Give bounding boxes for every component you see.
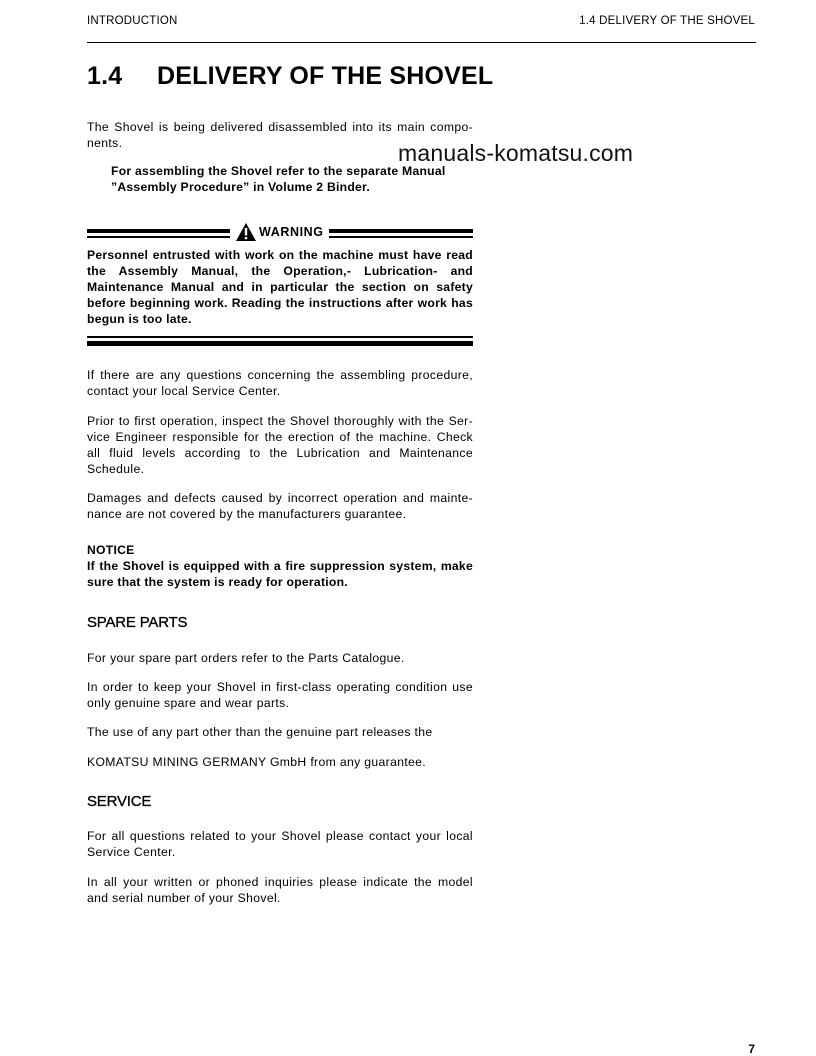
intro-paragraph: The Shovel is being delivered disassembled into its main compo-nents. bbox=[87, 120, 473, 150]
watermark: manuals-komatsu.com bbox=[398, 140, 634, 166]
section-number: 1.4 bbox=[87, 62, 123, 90]
running-header-chapter: INTRODUCTION bbox=[87, 15, 178, 27]
warning-rule-right-thick bbox=[329, 229, 473, 233]
warning-label bbox=[236, 222, 324, 242]
warning-title: WARNING bbox=[259, 225, 324, 239]
service-heading: SERVICE bbox=[87, 793, 152, 810]
spare-parts-heading: SPARE PARTS bbox=[87, 614, 188, 631]
header-rule bbox=[87, 42, 756, 43]
questions-paragraph: If there are any questions concerning the assembling procedure, contact your local Service Center. bbox=[87, 368, 473, 398]
warning-text: Personnel entrusted with work on the machine must have read the Assembly Manual, the Operation,- Lubrication- and Maintenance Manual and in particular the section on safety before beginning work. Reading the instructions after work has begun is too late. bbox=[87, 248, 473, 326]
warning-header bbox=[87, 222, 473, 242]
warning-rule-right-thin bbox=[329, 236, 473, 238]
running-header-section: 1.4 DELIVERY OF THE SHOVEL bbox=[579, 15, 755, 27]
service-p1: For all questions related to your Shovel please contact your local Service Center. bbox=[87, 829, 473, 859]
assembly-note bbox=[111, 163, 473, 195]
assembly-note-line-1: For assembling the Shovel refer to the separate Manual bbox=[111, 164, 446, 178]
spare-parts-p4: KOMATSU MINING GERMANY GmbH from any guarantee. bbox=[87, 755, 427, 769]
section-title: DELIVERY OF THE SHOVEL bbox=[157, 62, 494, 90]
damages-paragraph: Damages and defects caused by incorrect operation and mainte-nance are not covered by the manufacturers guarantee. bbox=[87, 491, 473, 521]
notice-label: NOTICE bbox=[87, 543, 135, 557]
warning-close-rule-thick bbox=[87, 341, 473, 346]
spare-parts-p2: In order to keep your Shovel in first-class operating condition use only genuine spare and wear parts. bbox=[87, 680, 473, 710]
warning-rule-left-thick bbox=[87, 229, 230, 233]
assembly-note-line-2: ”Assembly Procedure” in Volume 2 Binder. bbox=[111, 180, 371, 194]
notice-text: If the Shovel is equipped with a fire suppression system, make sure that the system is ready for operation. bbox=[87, 559, 473, 589]
warning-rule-left-thin bbox=[87, 236, 230, 238]
notice-box bbox=[87, 542, 473, 590]
warning-triangle-icon bbox=[236, 223, 256, 241]
page-title bbox=[87, 62, 493, 91]
page-number: 7 bbox=[748, 1042, 755, 1056]
warning-close-rule-thin bbox=[87, 336, 473, 338]
first-operation-paragraph: Prior to first operation, inspect the Shovel thoroughly with the Ser-vice Engineer responsible for the erection of the machine. Check all fluid levels according to the Lubrication and Maintenance Schedule. bbox=[87, 414, 473, 476]
service-p2: In all your written or phoned inquiries please indicate the model and serial number of your Shovel. bbox=[87, 875, 473, 905]
spare-parts-p1: For your spare part orders refer to the Parts Catalogue. bbox=[87, 651, 405, 665]
spare-parts-p3: The use of any part other than the genuine part releases the bbox=[87, 725, 433, 739]
